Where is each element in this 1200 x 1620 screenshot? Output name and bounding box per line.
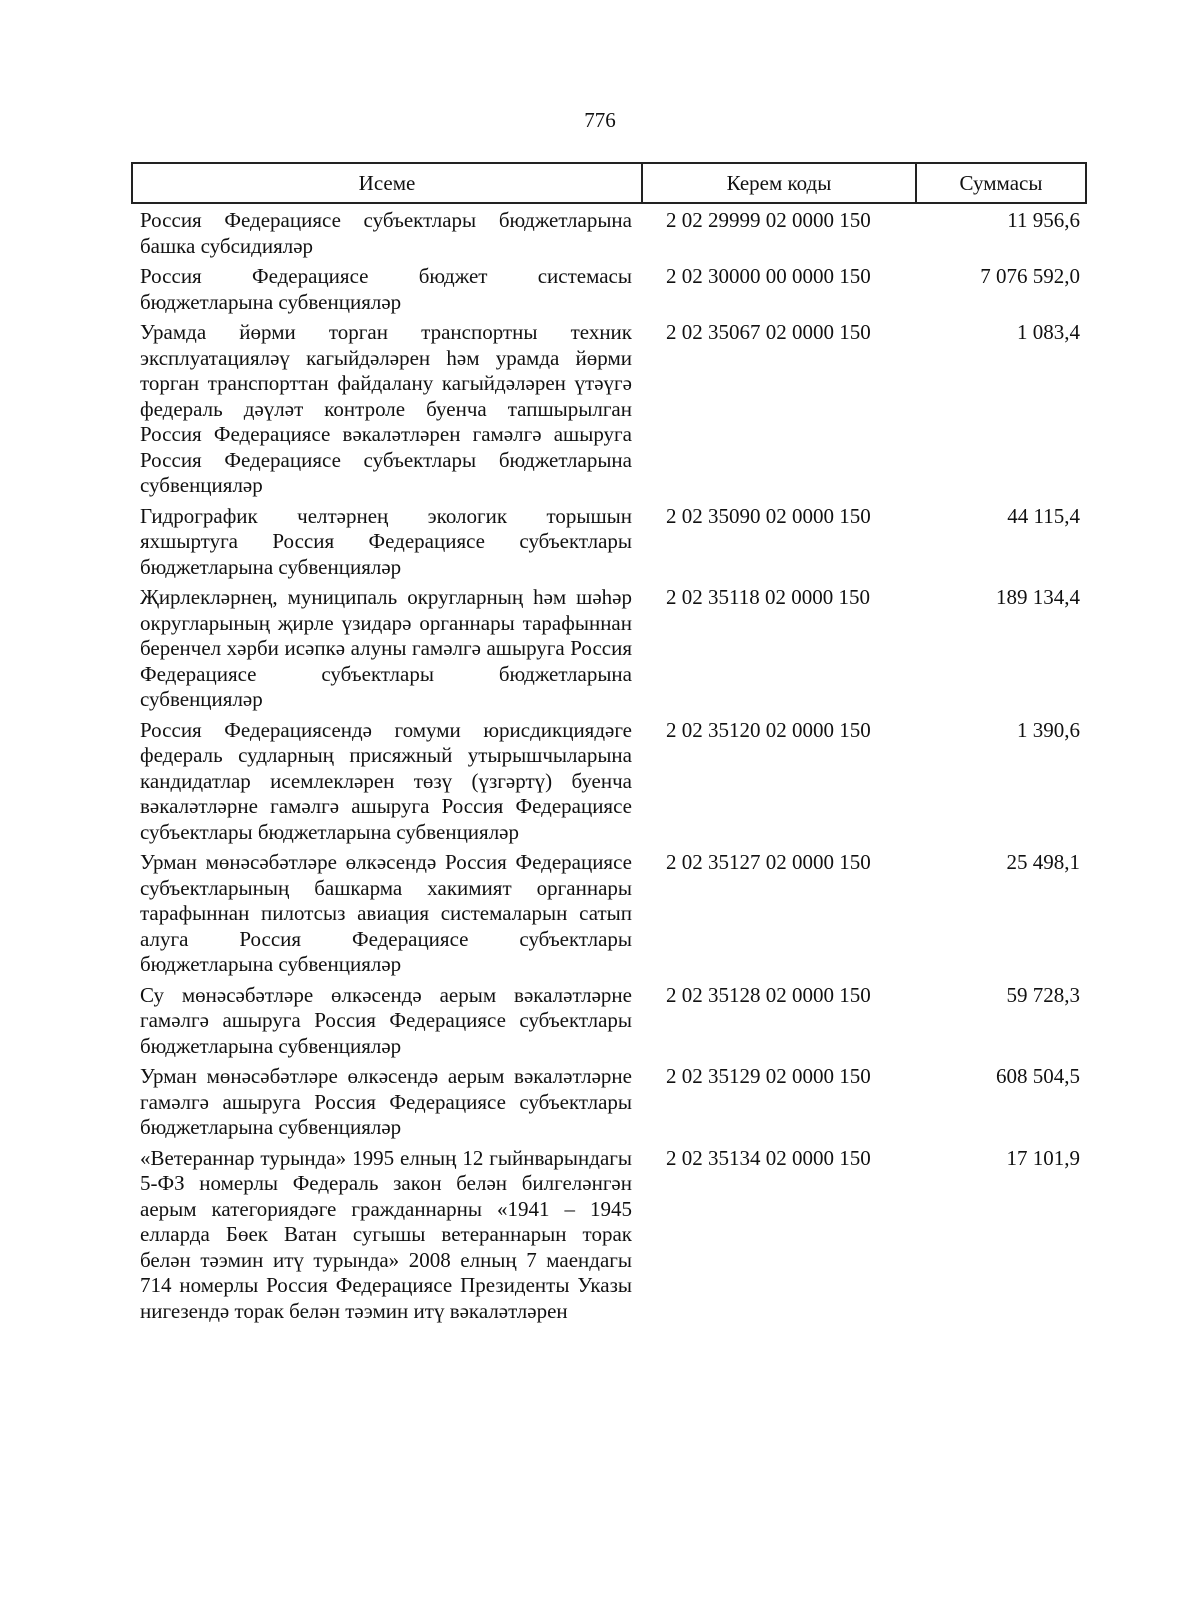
row-code: 2 02 35128 02 0000 150 [666,982,871,1007]
table-row [132,320,1086,504]
row-name: Урман мөнәсәбәтләре өлкәсендә Россия Федерациясе субъектларының башкарма хакимият органнары тарафыннан пилотсыз авиация системаларын сатып алуга Россия Федерациясе субъектлары бюджетларына субвенцияләр [140,850,632,976]
row-name: Гидрографик челтәрнең экологик торышын яхшыртуга Россия Федерациясе субъектлары бюджетларына субвенцияләр [140,503,632,579]
row-sum: 17 101,9 [1006,1145,1080,1170]
header-sum: Суммасы [916,163,1086,203]
row-code: 2 02 35127 02 0000 150 [666,850,871,874]
header-code: Керем коды [642,163,916,203]
table-row [132,718,1086,851]
table-row [132,1146,1086,1330]
row-code: 2 02 35129 02 0000 150 [666,1064,871,1088]
row-sum: 11 956,6 [1007,208,1080,232]
row-code: 2 02 29999 02 0000 150 [666,208,871,232]
table-row [132,264,1086,320]
table-row [132,504,1086,586]
row-code: 2 02 35067 02 0000 150 [666,320,871,344]
table-row [132,983,1086,1065]
row-code: 2 02 35134 02 0000 150 [666,1145,871,1170]
budget-table [131,162,1087,1329]
table-header-row [132,163,1086,203]
row-sum: 59 728,3 [1006,982,1080,1007]
row-sum: 44 115,4 [1007,503,1080,528]
row-name: Россия Федерациясе бюджет системасы бюджетларына субвенцияләр [140,264,632,314]
page-number: 776 [584,108,616,132]
row-name: Җирлекләрнең, муниципаль округларның һәм шәһәр округларының җирле үзидарә органнары тарафыннан беренчел хәрби исәпкә алуны гамәлгә ашыруга Россия Федерациясе субъектлары бюджетларына субвенцияләр [140,585,632,711]
table-row [132,585,1086,718]
row-sum: 1 390,6 [1017,717,1080,742]
row-name: Урман мөнәсәбәтләре өлкәсендә аерым вәкаләтләрне гамәлгә ашыруга Россия Федерациясе субъектлары бюджетларына субвенцияләр [140,1064,632,1139]
table-row [132,850,1086,983]
row-sum: 7 076 592,0 [980,264,1080,288]
row-code: 2 02 30000 00 0000 150 [666,264,871,288]
row-sum: 25 498,1 [1006,850,1080,874]
row-sum: 1 083,4 [1017,320,1080,344]
table-row [132,1064,1086,1146]
row-name: Урамда йөрми торган транспортны техник эксплуатацияләү кагыйдәләрен һәм урамда йөрми торган транспорттан файдалану кагыйдәләрен үтәүгә федераль дәүләт контроле буенча тапшырылган Россия Федерациясе вәкаләтләрен гамәлгә ашыруга Россия Федерациясе субъектлары бюджетларына субвенцияләр [140,320,632,497]
row-code: 2 02 35090 02 0000 150 [666,503,871,528]
row-name: Россия Федерациясендә гомуми юрисдикциядәге федераль судларның присяжный утырышчыларына кандидатлар исемлекләрен төзү (үзгәртү) буенча вәкаләтләрне гамәлгә ашыруга Россия Федерациясе субъектлары бюджетларына субвенцияләр [140,717,632,844]
row-sum: 189 134,4 [996,585,1080,609]
table-row [132,203,1086,264]
row-name: Су мөнәсәбәтләре өлкәсендә аерым вәкаләтләрне гамәлгә ашыруга Россия Федерациясе субъектлары бюджетларына субвенцияләр [140,982,632,1058]
row-sum: 608 504,5 [996,1064,1080,1088]
row-code: 2 02 35120 02 0000 150 [666,717,871,742]
row-name: «Ветераннар турында» 1995 елның 12 гыйнварындагы 5-ФЗ номерлы Федераль закон белән билгеләнгән аерым категориядәге гражданнарны «1941 – 1945 елларда Бөек Ватан сугышы ветераннарын торак белән тәэмин итү турында» 2008 елның 7 маендагы 714 номерлы Россия Федерациясе Президенты Указы нигезендә торак белән тәэмин итү вәкаләтләрен [140,1145,632,1323]
header-name: Исеме [132,163,642,203]
row-name: Россия Федерациясе субъектлары бюджетларына башка субсидияләр [140,208,632,258]
row-code: 2 02 35118 02 0000 150 [666,585,870,609]
